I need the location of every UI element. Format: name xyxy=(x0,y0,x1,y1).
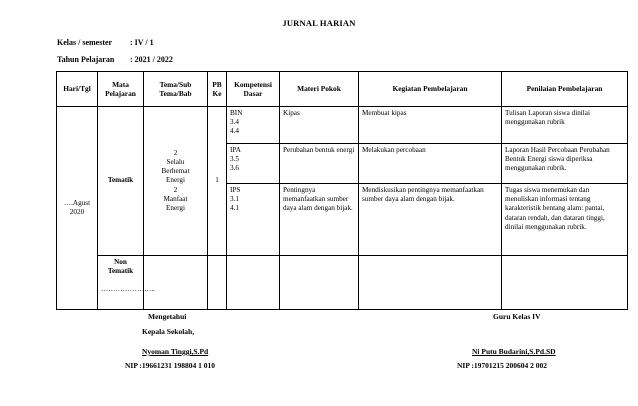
academic-year-row xyxy=(57,55,173,64)
header-day-date: Hari/Tgl xyxy=(57,72,98,107)
principal-name: Nyoman Tinggi,S.Pd xyxy=(142,347,209,356)
principal-title: Kepala Sekolah, xyxy=(142,327,195,336)
academic-year-value: : 2021 / 2022 xyxy=(130,55,173,64)
material-cell: Kipas xyxy=(280,107,359,144)
theme-line: Selalu xyxy=(166,157,185,166)
academic-year-label: Tahun Pelajaran xyxy=(57,55,115,64)
subject-line: Tematik xyxy=(107,267,134,276)
theme-line: Berhemat xyxy=(161,167,190,176)
kd-line: IPS xyxy=(230,186,241,194)
table-header-row xyxy=(57,72,628,107)
theme-line: 2 xyxy=(173,148,178,157)
kd-line: 3.1 xyxy=(230,195,239,204)
empty-cell xyxy=(144,256,208,310)
theme-line: 2 xyxy=(173,185,178,194)
header-subject: Mata Pelajaran xyxy=(98,72,144,107)
empty-cell xyxy=(208,256,227,310)
activity-cell: Melakukan percobaan xyxy=(359,144,502,184)
theme-cell xyxy=(144,107,208,256)
subject-thematic-cell: Tematik xyxy=(98,107,144,256)
acknowledged-label: Mengetahui xyxy=(148,312,187,321)
activity-cell: Mendiskusikan pentingnya memanfaatkan sumber daya alam dengan bijak. xyxy=(359,184,502,256)
kd-line: 3.4 xyxy=(230,118,239,127)
class-semester-value: : IV / 1 xyxy=(130,38,154,47)
header-assessment: Penilaian Pembelajaran xyxy=(502,72,628,107)
class-semester-row xyxy=(57,38,154,47)
theme-line: Manfaat xyxy=(163,194,188,203)
header-pb: PB Ke xyxy=(208,72,227,107)
kd-line: 4.1 xyxy=(230,204,239,213)
material-cell: Perubahan bentuk energi xyxy=(280,144,359,184)
kd-line: 4.4 xyxy=(230,127,239,136)
date-cell: ….Agust 2020 xyxy=(57,107,98,310)
kd-line: 3.6 xyxy=(230,164,239,173)
kd-line: IPA xyxy=(230,146,241,154)
assessment-cell: Tulisan Laporan siswa dinilai menggunakan rubrik xyxy=(502,107,628,144)
subject-non-thematic-cell xyxy=(98,256,155,310)
kd-cell xyxy=(227,107,280,144)
header-competency: Kompetensi Dasar xyxy=(227,72,280,107)
kd-cell xyxy=(227,144,280,184)
kd-cell xyxy=(227,184,280,256)
kd-line: BIN xyxy=(230,109,243,117)
empty-cell xyxy=(502,256,628,310)
journal-table xyxy=(56,71,628,310)
assessment-cell: Laporan Hasil Percobaan Perubahan Bentuk Energi siswa diperiksa menggunakan rubrik. xyxy=(502,144,628,184)
theme-line: Energi xyxy=(165,176,186,185)
principal-nip: NIP :19661231 198804 1 010 xyxy=(125,361,215,370)
teacher-nip: NIP :19701215 200604 2 002 xyxy=(457,361,547,370)
kd-line: 3.5 xyxy=(230,155,239,164)
empty-cell xyxy=(227,256,280,310)
header-material: Materi Pokok xyxy=(280,72,359,107)
assessment-cell: Tugas siswa menemukan dan menuliskan informasi tentang karakteristik bentang alam: pantai, dataran rendah, dan dataran tinggi, dinilai menggunakan rubrik. xyxy=(502,184,628,256)
pb-cell: 1 xyxy=(208,107,227,256)
table-row xyxy=(57,256,628,310)
empty-cell xyxy=(359,256,502,310)
teacher-name: Ni Putu Budarini,S.Pd.SD xyxy=(472,347,556,356)
theme-line: Energi xyxy=(165,204,186,213)
empty-cell xyxy=(280,256,359,310)
header-activity: Kegiatan Pembelajaran xyxy=(359,72,502,107)
header-theme: Tema/Sub Tema/Bab xyxy=(144,72,208,107)
teacher-title: Guru Kelas IV xyxy=(493,312,541,321)
class-semester-label: Kelas / semester xyxy=(57,38,113,47)
material-cell: Pentingnya memanfaatkan sumber daya alam dengan bijak. xyxy=(280,184,359,256)
activity-cell: Membuat kipas xyxy=(359,107,502,144)
table-row xyxy=(57,107,628,144)
subject-line: Non xyxy=(114,258,127,266)
page-title: JURNAL HARIAN xyxy=(282,18,356,28)
blank-placeholder: ………………….. xyxy=(101,285,155,294)
